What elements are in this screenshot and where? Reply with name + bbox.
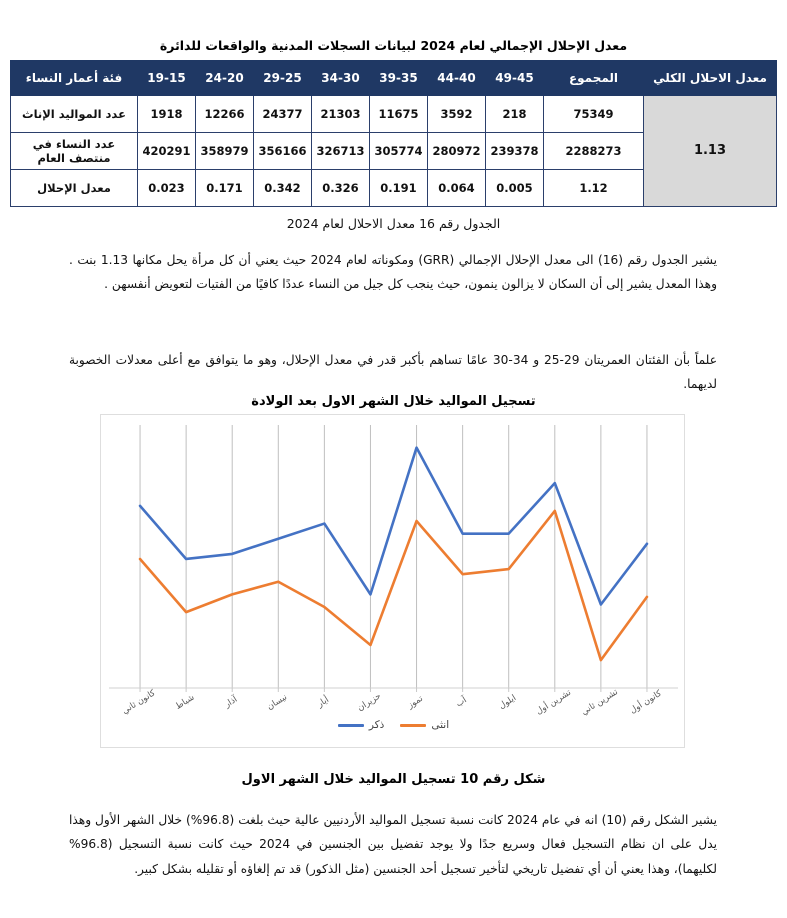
replacement-rate-table	[10, 60, 777, 207]
legend-item-male	[338, 719, 384, 731]
cell-r2-c4: 0.342	[254, 170, 312, 207]
row-label-midyear-women: عدد النساء في منتصف العام	[11, 133, 138, 170]
column-header-age-45-49: 49-45	[486, 61, 544, 96]
column-header-row-label: فئة أعمار النساء	[11, 61, 138, 96]
cell-total-row1: 2288273	[544, 133, 644, 170]
column-header-total: المجموع	[544, 61, 644, 96]
legend-item-female	[400, 719, 449, 731]
paragraph-figure-explanation: يشير الشكل رقم (10) انه في عام 2024 كانت نسبة تسجيل المواليد الأردنيين عالية حيث بلغت (96.8%) خلال الشهر الأول وهذا يدل على ان نظام التسجيل فعال وسريع جدًا ولا يوجد تفضيل بين الجنسين في 2024 حيث كانت نسبة التسجيل (96.8% لكليهما)، وهذا يعني أن أي تفضيل تاريخي لتأخير تسجيل أحد الجنسين (مثل الذكور) قد تم إلغاؤه أو تقليله بشكل كبير.	[69, 813, 717, 876]
cell-total-row0: 75349	[544, 96, 644, 133]
cell-r1-c3: 326713	[312, 133, 370, 170]
birth-registration-chart	[100, 414, 685, 748]
chart-series-female	[140, 511, 647, 660]
cell-r1-c6: 420291	[138, 133, 196, 170]
chart-canvas	[101, 415, 686, 749]
cell-r2-c1: 0.064	[428, 170, 486, 207]
cell-r0-c3: 21303	[312, 96, 370, 133]
chart-x-label-7: آب	[454, 695, 469, 710]
cell-r1-c0: 239378	[486, 133, 544, 170]
legend-swatch-male-icon	[338, 724, 364, 727]
column-header-age-35-39: 39-35	[370, 61, 428, 96]
column-header-age-30-34: 34-30	[312, 61, 370, 96]
chart-x-label-1: شباط	[173, 692, 197, 712]
cell-r1-c1: 280972	[428, 133, 486, 170]
cell-r1-c5: 358979	[196, 133, 254, 170]
legend-label-male: ذكر	[368, 719, 385, 731]
paragraph-age-group-note: علماً بأن الفئتان العمريتان 29-25 و 34-30 عامًا تساهم بأكبر قدر في معدل الإحلال، وهو ما يتوافق مع أعلى معدلات الخصوبة لديهما.	[69, 353, 717, 392]
cell-r0-c4: 24377	[254, 96, 312, 133]
cell-r2-c5: 0.171	[196, 170, 254, 207]
cell-r2-c0: 0.005	[486, 170, 544, 207]
chart-x-label-8: ايلول	[497, 693, 519, 712]
paragraph-table-explanation: يشير الجدول رقم (16) الى معدل الإحلال الإجمالي (GRR) ومكوناته لعام 2024 حيث يعني أن كل مرأة يحل مكانها 1.13 بنت . وهذا المعدل يشير إلى أن السكان لا يزالون ينمون، حيث ينجب كل جيل من النساء عددًا كافيًا من الفتيات لتعويض أنفسهن .	[69, 253, 718, 292]
column-header-age-25-29: 29-25	[254, 61, 312, 96]
column-header-age-15-19: 19-15	[138, 61, 196, 96]
cell-r2-c6: 0.023	[138, 170, 196, 207]
chart-x-label-3: نيسان	[265, 692, 290, 713]
cell-r1-c2: 305774	[370, 133, 428, 170]
chart-x-label-5: حزيران	[355, 691, 384, 714]
table-header-row	[11, 61, 777, 96]
chart-x-label-11: كانون أول	[628, 688, 664, 716]
figure-caption: شكل رقم 10 تسجيل المواليد خلال الشهر الاول	[241, 772, 546, 787]
column-header-age-40-44: 44-40	[428, 61, 486, 96]
cell-r0-c0: 218	[486, 96, 544, 133]
legend-swatch-female-icon	[400, 724, 426, 727]
cell-total-row2: 1.12	[544, 170, 644, 207]
grr-total-value: 1.13	[644, 96, 777, 207]
table-caption: الجدول رقم 16 معدل الاحلال لعام 2024	[286, 216, 501, 231]
cell-r0-c2: 11675	[370, 96, 428, 133]
legend-label-female: انثى	[431, 719, 450, 731]
row-label-female-births: عدد المواليد الإناث	[11, 96, 138, 133]
table-title: معدل الإحلال الإجمالي لعام 2024 لبيانات السجلات المدنية والواقعات للدائرة	[159, 38, 628, 53]
cell-r0-c5: 12266	[196, 96, 254, 133]
cell-r0-c6: 1918	[138, 96, 196, 133]
chart-x-label-10: تشرين ثاني	[579, 687, 620, 718]
cell-r1-c4: 356166	[254, 133, 312, 170]
column-header-grr: معدل الاحلال الكلي	[644, 61, 777, 96]
table-head	[11, 61, 777, 96]
chart-legend	[101, 719, 686, 731]
column-header-age-20-24: 24-20	[196, 61, 254, 96]
cell-r0-c1: 3592	[428, 96, 486, 133]
chart-x-label-6: تموز	[406, 693, 425, 711]
table-row	[11, 96, 777, 133]
row-label-replacement-rate: معدل الإحلال	[11, 170, 138, 207]
chart-x-label-4: أيار	[315, 695, 331, 710]
cell-r2-c2: 0.191	[370, 170, 428, 207]
table-body	[11, 96, 777, 207]
chart-x-label-9: تشرين أول	[534, 687, 574, 717]
chart-x-label-0: كانون ثاني	[120, 688, 158, 717]
cell-r2-c3: 0.326	[312, 170, 370, 207]
chart-title: تسجيل المواليد خلال الشهر الاول بعد الولادة	[251, 394, 536, 409]
statistics-table-wrapper	[10, 60, 777, 207]
chart-x-label-2: آذار	[223, 694, 240, 710]
